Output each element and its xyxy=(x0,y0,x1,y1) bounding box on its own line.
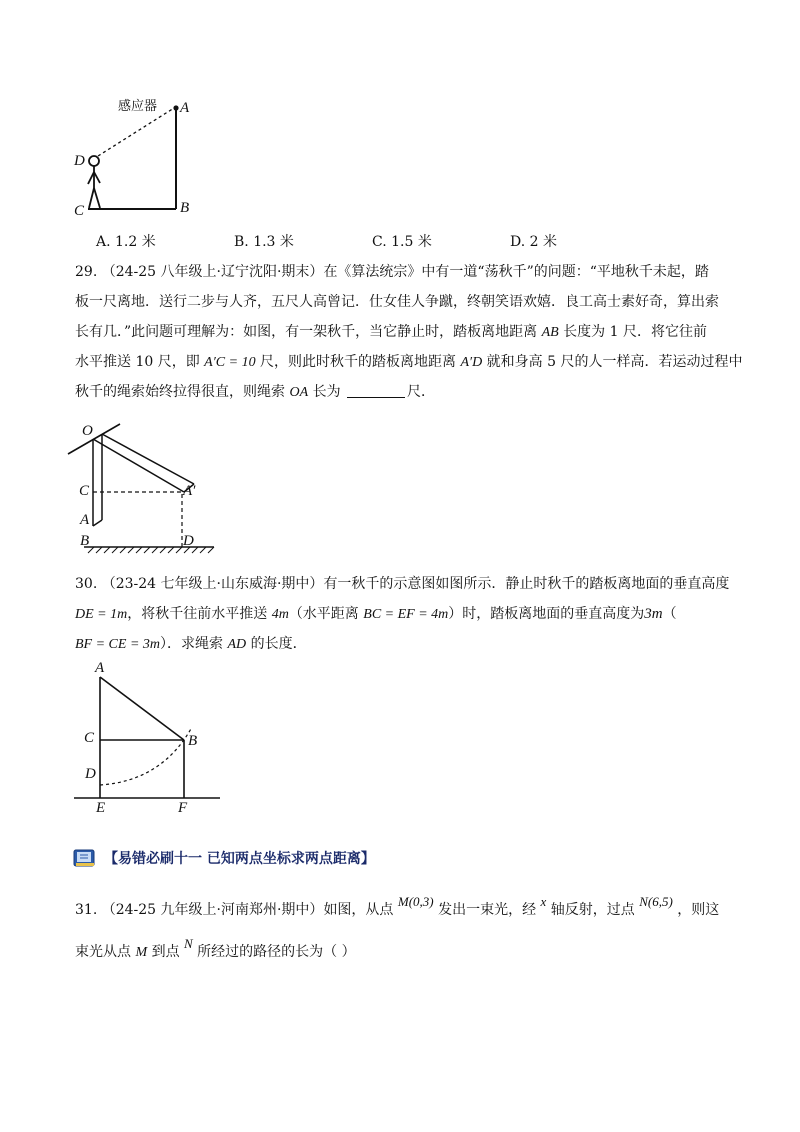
q28-option-c xyxy=(372,232,432,252)
math-var: N xyxy=(184,936,193,951)
math-var: x xyxy=(540,894,547,909)
math-point-N: N(6,5) xyxy=(639,894,673,909)
answer-blank[interactable] xyxy=(347,383,405,398)
question-text: 有一秋千的示意图如图所示．静止时秋千的踏板离地面的垂直高度 xyxy=(323,576,730,592)
question-text: 长有几．”此问题可理解为：如图，有一架秋千，当它静止时，踏板离地距离 xyxy=(75,324,538,340)
question-text: 秋千的绳索始终拉得很直，则绳索 xyxy=(75,384,285,400)
question-number: 30. xyxy=(75,576,98,592)
fig29-label-A: A xyxy=(80,512,90,528)
q31-line-1 xyxy=(75,894,720,920)
q30-line-1 xyxy=(75,574,729,594)
fig30-label-A: A xyxy=(95,660,105,676)
fig30-label-B: B xyxy=(188,733,198,749)
q29-line-1 xyxy=(75,262,709,282)
q29-line-4 xyxy=(75,352,742,373)
math-expression: DE = 1m xyxy=(75,607,128,622)
fig29-seat-rest xyxy=(93,520,102,526)
question-source: （24-25 九年级上·河南郑州·期中） xyxy=(101,902,324,918)
section-header xyxy=(72,846,375,870)
fig30-label-E: E xyxy=(96,800,106,816)
question-text: 长为 xyxy=(312,384,341,400)
q28-option-b xyxy=(234,232,294,252)
question-text: （水平距离 xyxy=(288,606,359,622)
question-text: 所经过的路径的长为（ ） xyxy=(197,944,356,960)
math-var: AD xyxy=(227,637,247,652)
fig28-label-B: B xyxy=(180,200,190,216)
math-expression: 4m xyxy=(271,607,289,622)
option-key: A. xyxy=(96,234,111,250)
fig29-label-D: D xyxy=(183,533,194,549)
q30-line-2 xyxy=(75,604,677,625)
q29-line-5 xyxy=(75,382,435,403)
question-text: 到点 xyxy=(151,944,180,960)
question-text: 的长度． xyxy=(250,636,307,652)
question-text: 水平推送 10 尺，即 xyxy=(75,354,200,370)
section-title: 【易错必刷十一 已知两点坐标求两点距离】 xyxy=(104,851,375,867)
q30-line-3 xyxy=(75,634,307,655)
math-expression: BC = EF = 4m xyxy=(363,607,449,622)
math-var: OA xyxy=(289,385,309,400)
fig30-label-D: D xyxy=(85,766,96,782)
fig28-sensor-label: 感应器 xyxy=(118,99,158,114)
fig28-label-D: D xyxy=(74,153,85,169)
option-key: D. xyxy=(510,234,526,250)
question-text: （ xyxy=(662,606,677,622)
q28-option-a xyxy=(96,232,156,252)
fig29-label-B: B xyxy=(80,533,90,549)
math-point-M: M(0,3) xyxy=(397,894,434,909)
person-figure-icon xyxy=(88,156,100,208)
q28-option-d xyxy=(510,232,557,252)
q29-line-3 xyxy=(75,322,707,343)
question-number: 29. xyxy=(75,264,98,280)
fig28-label-A: A xyxy=(180,100,190,116)
fig30-label-C: C xyxy=(84,730,95,746)
question-text: 如图，从点 xyxy=(323,902,394,918)
question-text: 尺，则此时秋千的踏板离地距离 xyxy=(260,354,457,370)
fig29-label-C: C xyxy=(79,483,90,499)
fig29-ground-hatching xyxy=(88,547,214,553)
question-text: 在《算法统宗》中有一道“荡秋千”的问题：“平地秋千未起，踏 xyxy=(323,264,709,280)
question-text: 尺． xyxy=(407,384,436,400)
question-source: （23-24 七年级上·山东威海·期中） xyxy=(101,576,324,592)
question-text: 长度为 1 尺．将它往前 xyxy=(563,324,707,340)
fig29-rope-swung xyxy=(93,439,184,492)
math-var: A′D xyxy=(460,355,483,370)
option-text: 1.2 米 xyxy=(115,234,156,250)
option-text: 2 米 xyxy=(529,234,557,250)
question-text: 就和身高 5 尺的人一样高．若运动过程中 xyxy=(486,354,743,370)
question-source: （24-25 八年级上·辽宁沈阳·期末） xyxy=(101,264,324,280)
question-text: 束光从点 xyxy=(75,944,131,960)
option-key: C. xyxy=(372,234,387,250)
math-var: M xyxy=(135,945,148,960)
question-text: ，将秋千往前水平推送 xyxy=(127,606,268,622)
fig29-label-A-prime: A′ xyxy=(183,483,196,499)
q29-line-2: 板一尺离地．送行二步与人齐，五尺人高曾记．仕女佳人争蹴，终朝笑语欢嬉．良工高士素好奇，算出索 xyxy=(75,294,719,310)
fig28-sensor-dot xyxy=(173,105,178,110)
question-text: 轴反射，过点 xyxy=(550,902,635,918)
option-key: B. xyxy=(234,234,249,250)
question-text: ）时，踏板离地面的垂直高度为 xyxy=(448,606,645,622)
option-text: 1.5 米 xyxy=(391,234,432,250)
fig29-label-O: O xyxy=(82,423,93,439)
q31-line-2 xyxy=(75,936,356,963)
fig28-label-C: C xyxy=(74,203,85,219)
question-text: ，则这 xyxy=(677,902,720,918)
math-expression: 3m xyxy=(644,606,663,622)
math-var: AB xyxy=(541,325,559,340)
fig29-rope-swung-back xyxy=(102,434,194,484)
fig30-line-AB xyxy=(100,677,184,740)
question-number: 31. xyxy=(75,902,98,918)
math-expression: BF = CE = 3m xyxy=(75,637,160,652)
fig30-label-F: F xyxy=(178,800,188,816)
math-expression: A′C = 10 xyxy=(204,355,256,370)
question-text: ）．求绳索 xyxy=(160,636,223,652)
book-icon xyxy=(72,847,98,869)
option-text: 1.3 米 xyxy=(253,234,294,250)
question-text: 发出一束光，经 xyxy=(438,902,537,918)
